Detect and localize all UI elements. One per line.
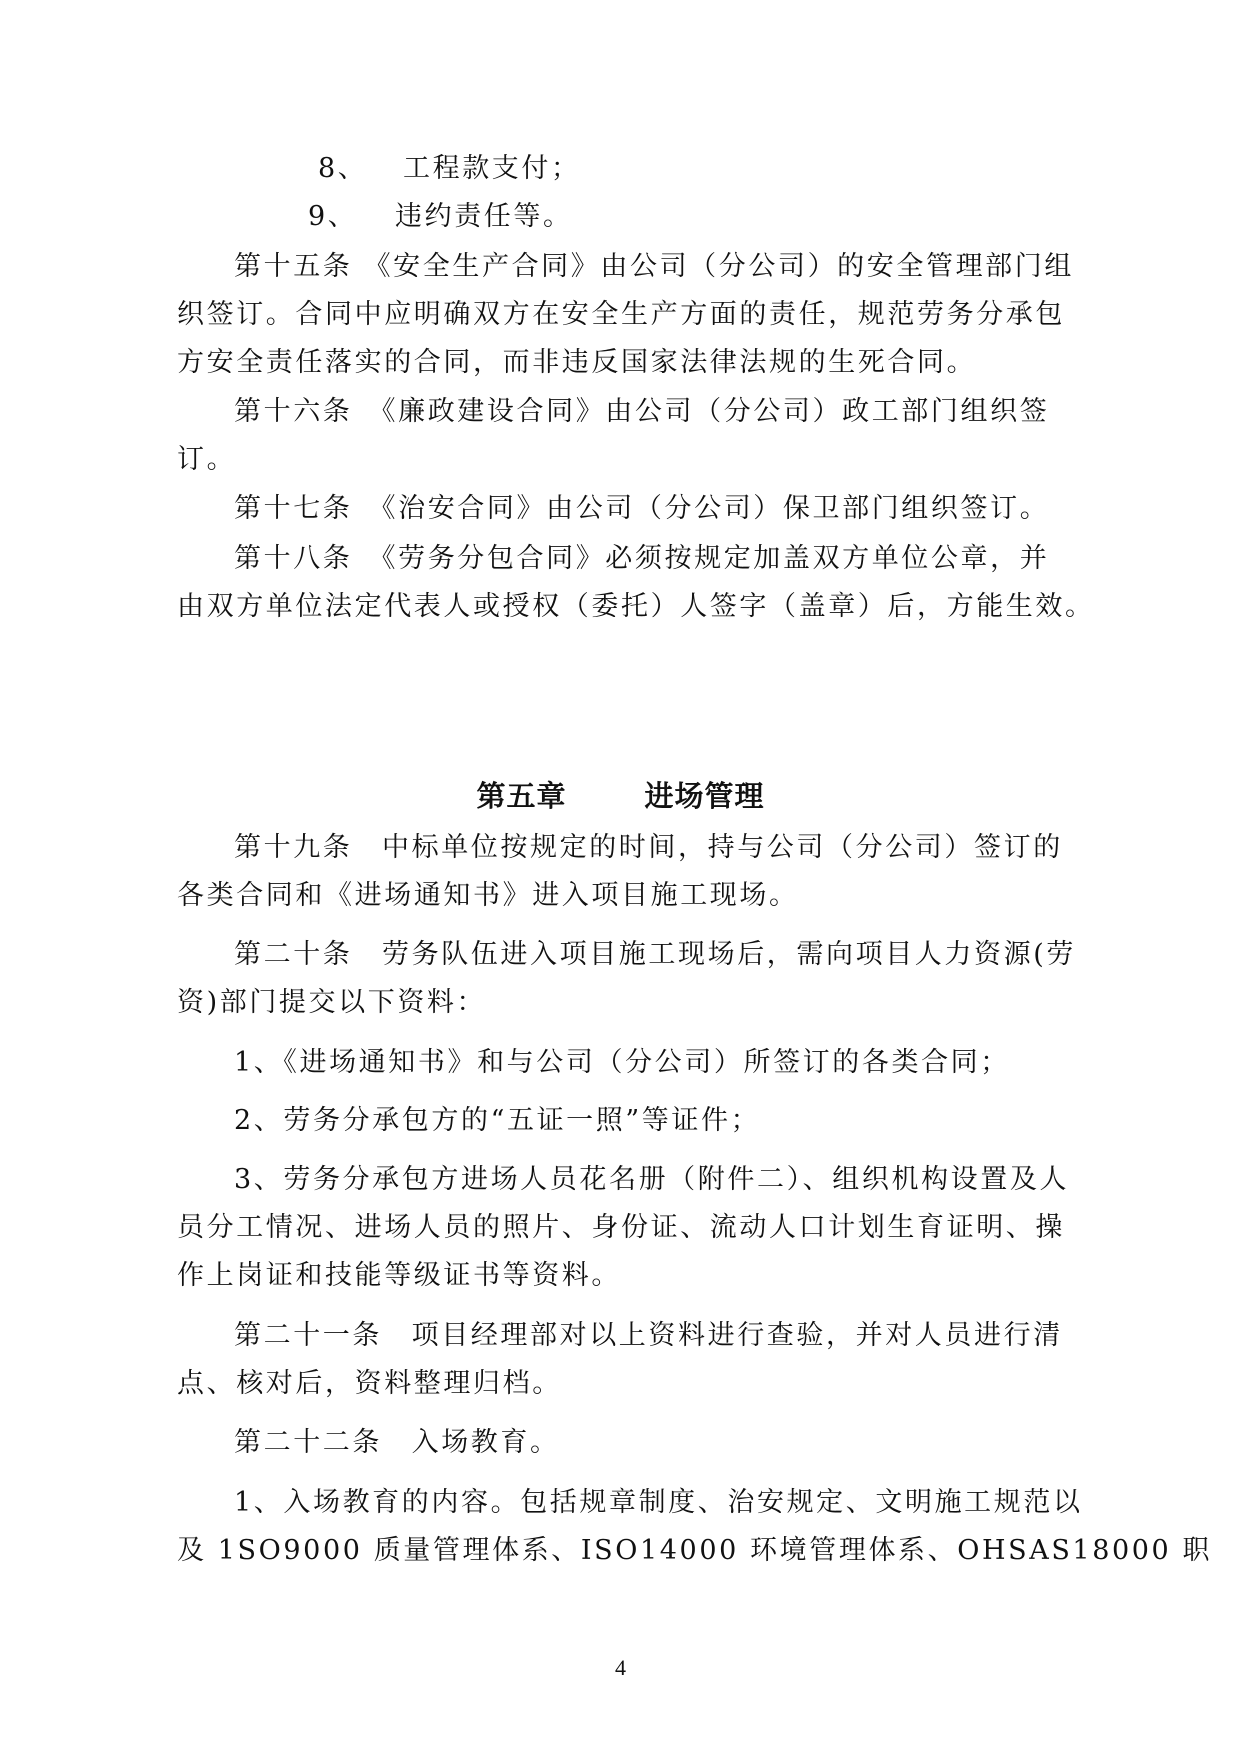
article-15-line-3: 方安全责任落实的合同，而非违反国家法律法规的生死合同。 [177, 347, 977, 378]
article-17-line-1: 第十七条 《治安合同》由公司（分公司）保卫部门组织签订。 [234, 493, 1050, 524]
list-number: 9、 [308, 201, 358, 232]
list-text: 违约责任等。 [395, 201, 573, 232]
page-number: 4 [615, 1655, 626, 1680]
article-22-line-1: 第二十二条 入场教育。 [234, 1427, 560, 1458]
article-15-line-2: 织签订。合同中应明确双方在安全生产方面的责任，规范劳务分承包 [177, 299, 1065, 330]
article-21-line-1: 第二十一条 项目经理部对以上资料进行查验，并对人员进行清 [234, 1320, 1063, 1351]
article-20-line-1: 第二十条 劳务队伍进入项目施工现场后，需向项目人力资源(劳 [234, 939, 1076, 970]
list-number: 8、 [318, 153, 368, 184]
chapter-heading [0, 776, 1241, 816]
list-item-8 [318, 151, 1208, 187]
article-16-line-2: 订。 [177, 444, 237, 475]
list-item-9 [308, 199, 1198, 235]
chapter-number: 第五章 [476, 779, 567, 813]
article-22-item-1-line-2: 及 1SO9000 质量管理体系、ISO14000 环境管理体系、OHSAS18000 职 [177, 1535, 1213, 1566]
chapter-title: 进场管理 [644, 779, 765, 813]
article-18-line-1: 第十八条 《劳务分包合同》必须按规定加盖双方单位公章，并 [234, 543, 1050, 574]
list-text: 工程款支付； [403, 153, 581, 184]
article-22-item-1-line-1: 1、入场教育的内容。包括规章制度、治安规定、文明施工规范以 [234, 1487, 1083, 1518]
article-19-line-2: 各类合同和《进场通知书》进入项目施工现场。 [177, 880, 799, 911]
article-20-item-1: 1、《进场通知书》和与公司（分公司）所签订的各类合同； [234, 1047, 1010, 1078]
article-21-line-2: 点、核对后，资料整理归档。 [177, 1368, 562, 1399]
article-20-item-3-line-2: 员分工情况、进场人员的照片、身份证、流动人口计划生育证明、操 [177, 1212, 1065, 1243]
article-16-line-1: 第十六条 《廉政建设合同》由公司（分公司）政工部门组织签 [234, 396, 1050, 427]
article-20-line-2: 资)部门提交以下资料： [177, 987, 487, 1018]
article-20-item-3-line-3: 作上岗证和技能等级证书等资料。 [177, 1260, 621, 1291]
article-19-line-1: 第十九条 中标单位按规定的时间，持与公司（分公司）签订的 [234, 832, 1063, 863]
article-20-item-2: 2、劳务分承包方的“五证一照”等证件； [234, 1105, 761, 1136]
article-18-line-2: 由双方单位法定代表人或授权（委托）人签字（盖章）后，方能生效。 [177, 591, 1095, 622]
article-20-item-3-line-1: 3、劳务分承包方进场人员花名册（附件二）、组织机构设置及人 [234, 1164, 1070, 1195]
article-15-line-1: 第十五条 《安全生产合同》由公司（分公司）的安全管理部门组 [234, 251, 1074, 282]
